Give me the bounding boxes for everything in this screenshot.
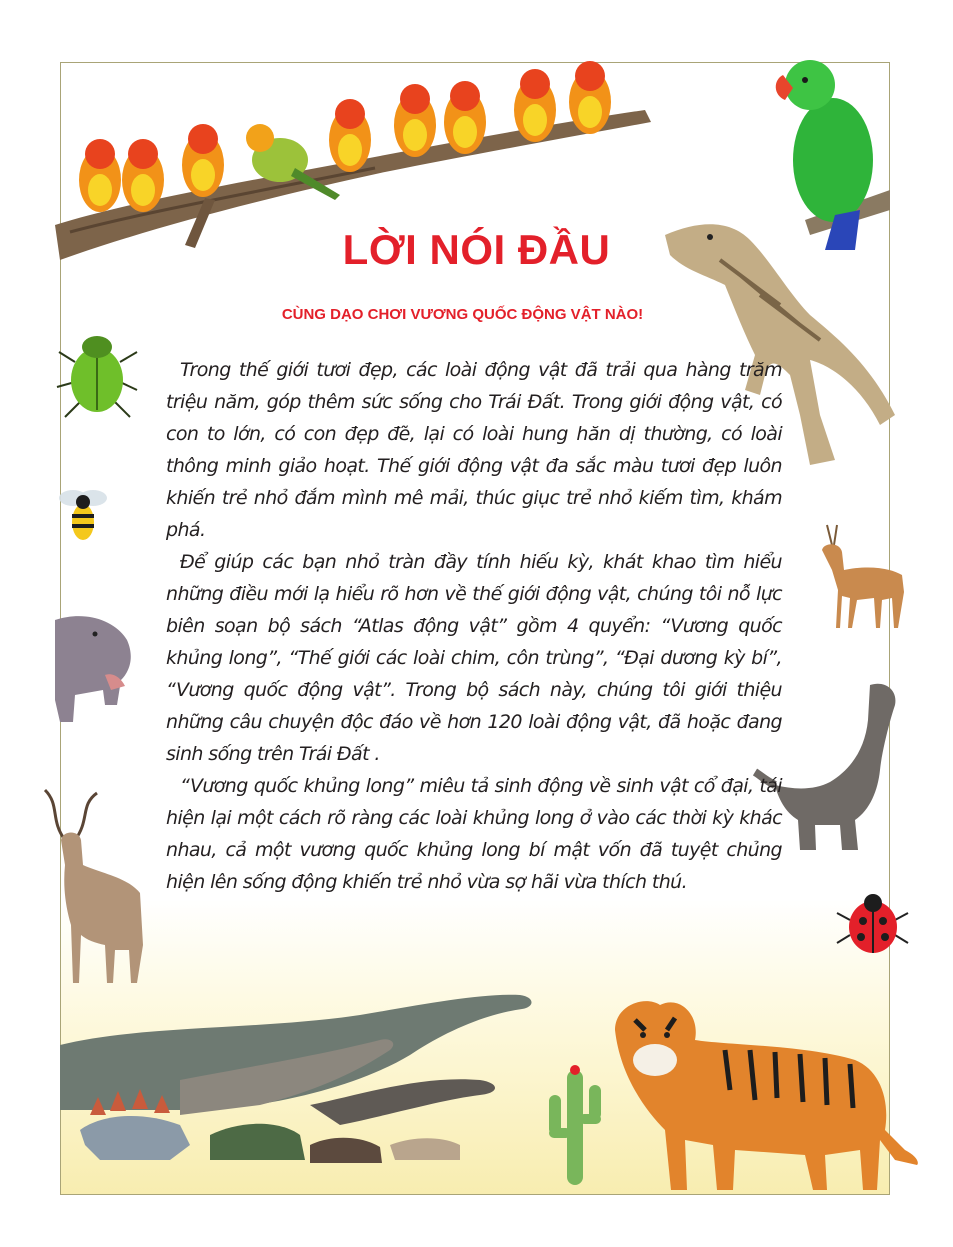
paragraph-2: Để giúp các bạn nhỏ tràn đầy tính hiếu kỳ, khát khao tìm hiểu những điều mới lạ hiểu rõ hơn về thế giới động vật, chúng tôi nỗ lực biên soạn bộ sách “Atlas động vật” gồm 4 quyển: “Vương quốc khủng long”, “Thế giới các loài chim, côn trùng”, “Đại dương kỳ bí”, “Vương quốc động vật”. Trong bộ sách này, chúng tôi giới thiệu những câu chuyện độc đáo về hơn 120 loài động vật, đã hoặc đang sinh sống trên Trái Đất .	[166, 551, 782, 765]
sauropod-illustration	[770, 680, 910, 855]
deer-illustration	[812, 520, 912, 630]
kudu-illustration	[35, 785, 150, 985]
page-title: LỜI NÓI ĐẦU	[342, 226, 611, 273]
tiger-illustration	[605, 990, 925, 1195]
green-beetle-illustration	[55, 322, 140, 422]
page-subtitle: CÙNG DẠO CHƠI VƯƠNG QUỐC ĐỘNG VẬT NÀO!	[281, 306, 644, 323]
hippo-illustration	[55, 610, 135, 725]
wasp-illustration	[55, 480, 110, 545]
paragraph-3: “Vương quốc khủng long” miêu tả sinh động về sinh vật cổ đại, tái hiện lại một cách rõ ràng các loài khủng long ở vào các thời kỳ khác nhau, cả một vương quốc khủng long bí mật vốn đã tuyệt chủng hiện lên sống động khiến trẻ nhỏ vừa sợ hãi vừa thích thú.	[166, 775, 782, 893]
paragraph-1: Trong thế giới tươi đẹp, các loài động vật đã trải qua hàng trăm triệu năm, góp thêm sức sống cho Trái Đất. Trong giới động vật, có con to lớn, có con đẹp đẽ, lại có loài hung hăn dị thường, có loài thông minh giảo hoạt. Thế giới động vật đa sắc màu tươi đẹp luôn khiến trẻ nhỏ đắm mình mê mải, thúc giục trẻ nhỏ kiếm tìm, khám phá.	[166, 359, 782, 541]
cactus-illustration	[545, 1060, 605, 1190]
dinosaur-herd-illustration	[60, 985, 540, 1185]
ladybug-illustration	[835, 885, 910, 960]
intro-text	[166, 354, 782, 898]
